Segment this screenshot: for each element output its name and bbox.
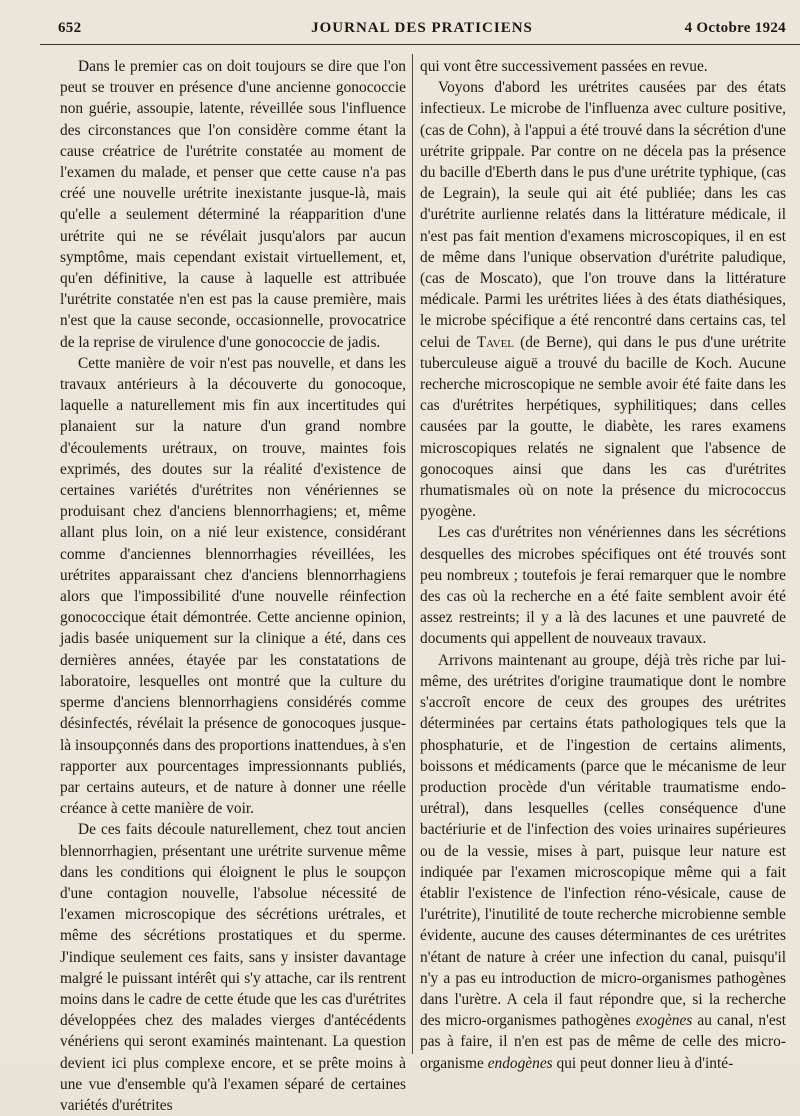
paragraph: Dans le premier cas on doit toujours se dire que l'on peut se trouver en présence d'une ancienne gonococcie non guérie, assoupie, latente, réveillée sous l'influence des circonstances que l'on considère comme étant la cause créatrice de l'urétrite constatée au moment de l'examen du malade, et penser que cette cause n'a pas créé une nouvelle urétrite inexistante jusque-là, mais qu'elle a seulement déterminé la réapparition d'une urétrite qui ne se révélait jusqu'alors par aucun symptôme, mais cependant existait virtuellement, et, qu'en définitive, la cause à laquelle est attribuée l'urétrite constatée n'en est pas la cause première, mais n'est que la cause seconde, occasionnelle, provocatrice de la reprise de virulence d'une gonococcie de jadis. [60, 58, 406, 351]
paragraph [420, 650, 786, 1074]
paragraph-continuation: qui vont être successivement passées en revue. [420, 58, 708, 75]
column-divider [412, 54, 413, 1054]
page-number: 652 [58, 20, 82, 36]
paragraph: Les cas d'urétrites non vénériennes dans les sécrétions desquelles des microbes spécifiques ont été trouvés sont peu nombreux ; toutefois je ferai remarquer que le nombre des cas où la recherche en a été faite semblent avoir été assez restreints; il y a là des lacunes et une pauvreté de documents qui appellent de nouveaux travaux. [420, 524, 786, 648]
text-run: Arrivons maintenant au groupe, déjà très riche par lui-même, des urétrites d'origine traumatique dont le nombre s'accroît encore de ceux des groupes des urétrites déterminées par certains états pathologiques tels que la phosphaturie, et de l'ingestion de certains aliments, boissons et médicaments (parce que le mécanisme de leur production procède d'un véritable traumatisme endo-urétral), dans lesquelles (celles conséquence d'une bactériurie et de l'infection des voies urinaires supérieures ou de la vessie, mises à part, puisque leur nature est indiquée par l'examen microscopique même qui a fait établir l'existence de l'infection réno-vésicale, cause de l'urétrite), l'inutilité de toute recherche microbienne semble évidente, aucune des causes déterminantes de ces urétrites n'étant de nature à créer une infection du canal, puisqu'il n'y a pas eu introduction de micro-organismes pathogènes dans l'urètre. A cela il faut répondre que, si la recherche des micro-organismes pathogènes [420, 651, 786, 1030]
running-header [58, 20, 786, 42]
header-rule [40, 44, 800, 45]
emphasis: exogènes [635, 1012, 693, 1030]
issue-date: 4 Octobre 1924 [684, 20, 786, 36]
paragraph [420, 77, 786, 522]
paragraph: Cette manière de voir n'est pas nouvelle, et dans les travaux antérieurs à la découverte du gonocoque, laquelle a naturellement mis fin aux incertitudes qui planaient sur la nature d'un grand nombre d'écoulements urétraux, on trouve, maintes fois exprimés, des doutes sur la réalité d'existence de certaines variétés d'urétrites non vénériennes se produisant chez d'anciens blennorrhagiens; et, même allant plus loin, on a nié leur existence, considérant comme d'anciennes blennorrhagies réveillées, les urétrites apparaissant chez d'anciens blennorrhagiens alors que l'impossibilité d'une nouvelle réinfection gonococcique était démontrée. Cette ancienne opinion, jadis basée uniquement sur la clinique a été, dans ces dernières années, étayée par les constatations de laboratoire, lesquelles ont montré que la culture du sperme d'anciens blennorrhagiens considérés comme désinfectés, révélait la présence de gonocoques jusque-là insoupçonnés dans des proportions inattendues, à s'en rapporter aux pourcentages impressionnants publiés, par certains auteurs, et de nature à donner une réelle créance à cette manière de voir. [60, 354, 406, 818]
right-column [420, 56, 786, 1074]
paragraph: De ces faits découle naturellement, chez tout ancien blennorrhagien, présentant une urétrite survenue même dans les conditions qui éloignent le plus le soupçon d'une contagion nouvelle, l'absolue nécessité de l'examen microscopique des sécrétions urétrales, et même des sécrétions prostatiques et du sperme. J'indique seulement ces faits, sans y insister davantage malgré le puissant intérêt qui s'y attache, car ils rentrent moins dans le cadre de cette étude que les cas d'urétrites développées chez des malades vierges d'antécédents vénériens qui seront examinés maintenant. La question devient ici plus complexe encore, et se prête moins à une vue d'ensemble qu'à l'examen séparé de certaines variétés d'urétrites [60, 821, 406, 1114]
author-name: Tavel [476, 333, 515, 351]
text-run: Voyons d'abord les urétrites causées par des états infectieux. Le microbe de l'influenza avec culture positive, (cas de Cohn), à l'appui a été trouvé dans la sécrétion d'une urétrite grippale. Par contre on ne décela pas la présence du bacille d'Eberth dans le pus d'une urétrite typhique, (cas de Legrain), la seule qui ait été publiée; dans les cas d'urétrite aurlienne relatés dans la littérature médicale, il n'est pas fait mention d'examens microscopiques, il en est de même dans l'unique observation d'urétrite paludique, (cas de Moscato), que l'on trouve dans la littérature médicale. Parmi les urétrites liées à des états diathésiques, le microbe spécifique a été rencontré dans certains cas, tel celui de [420, 79, 786, 351]
left-column [60, 56, 406, 1116]
journal-title: JOURNAL DES PRATICIENS [311, 20, 533, 36]
text-run: qui peut donner lieu à d'inté- [552, 1054, 734, 1072]
text-run: (de Berne), qui dans le pus d'une urétrite tuberculeuse aiguë a trouvé du bacille de Koch. Aucune recherche microscopique ne semble avoir été faite dans les cas d'urétrites herpétiques, syphilitiques; dans celles causées par la goutte, le diabète, les rares examens microscopiques relatés ne signalent que l'absence de gonocoques ainsi que dans les cas d'urétrites rhumatismales où on note la présence du micrococcus pyogène. [420, 333, 786, 521]
text-run: au canal, n'est pas à faire, il n'en est pas de même de celle des micro-organisme [420, 1012, 786, 1072]
emphasis: endogènes [487, 1054, 553, 1072]
